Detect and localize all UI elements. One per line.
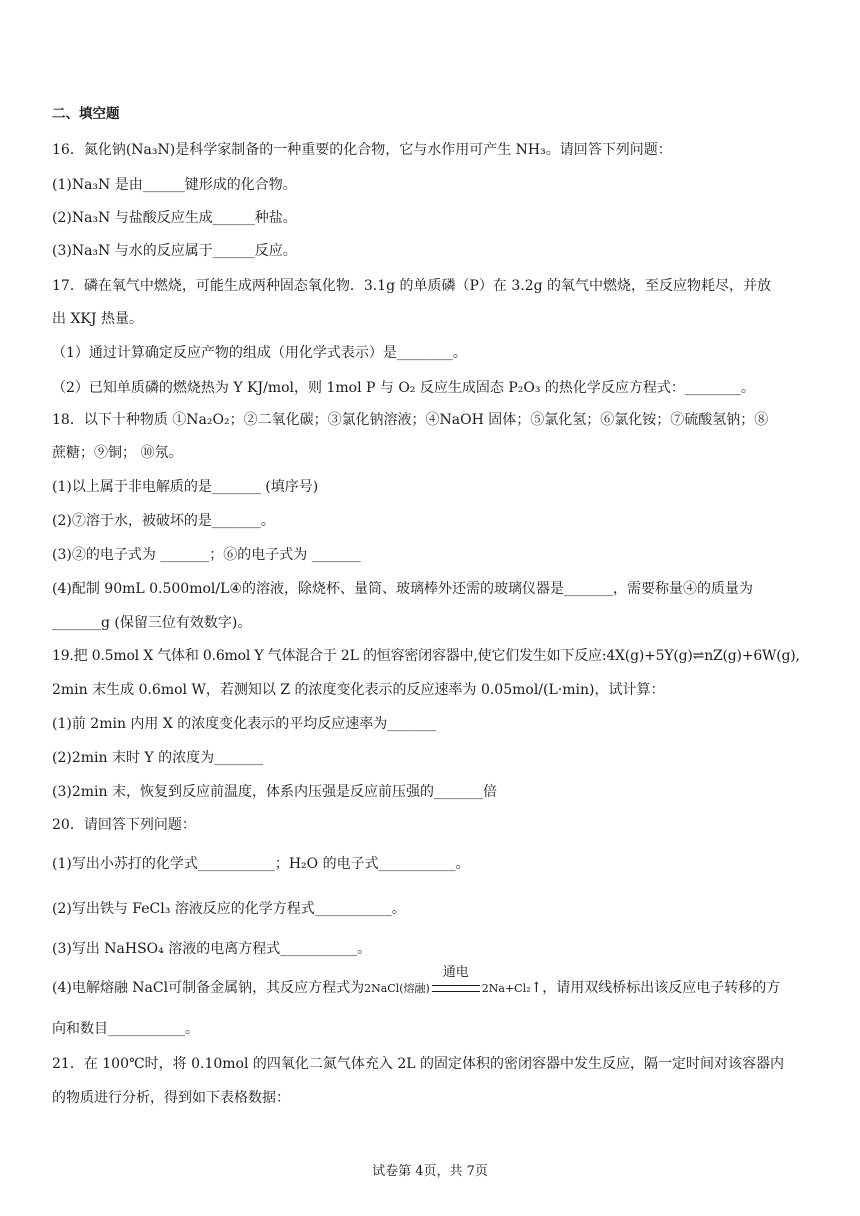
q18-stem-line1: 18．以下十种物质 ①Na₂O₂；②二氧化碳；③氯化钠溶液；④NaOH 固体；⑤氯化氢；⑥氯化铵；⑦硫酸氢钠；⑧ <box>52 412 769 428</box>
q17-stem-line2: 出 XKJ 热量。 <box>52 311 143 327</box>
q21-stem-line1: 21．在 100℃时，将 0.10mol 的四氧化二氮气体充入 2L 的固定体积的密闭容器中发生反应，隔一定时间对该容器内 <box>52 1056 785 1072</box>
double-line-arrow <box>432 985 480 992</box>
q18-1: (1)以上属于非电解质的是_______ (填序号) <box>52 479 319 495</box>
q20-1: (1)写出小苏打的化学式___________；H₂O 的电子式___________。 <box>52 856 470 872</box>
q19-3: (3)2min 末，恢复到反应前温度，体系内压强是反应前压强的_______倍 <box>52 784 497 800</box>
q20-2: (2)写出铁与 FeCl₃ 溶液反应的化学方程式___________。 <box>52 901 406 917</box>
q20-4-line1 <box>52 965 822 999</box>
q16-3: (3)Na₃N 与水的反应属于______反应。 <box>52 243 297 259</box>
q18-3: (3)②的电子式为 _______；⑥的电子式为 _______ <box>52 547 361 563</box>
q18-2: (2)⑦溶于水，被破坏的是_______。 <box>52 513 275 529</box>
q19-1: (1)前 2min 内用 X 的浓度变化表示的平均反应速率为_______ <box>52 716 437 732</box>
q20-4-reactant: 2NaCl(熔融) <box>364 982 430 995</box>
page-footer: 试卷第 4页，共 7页 <box>372 1164 488 1179</box>
q18-4-line1: (4)配制 90mL 0.500mol/L④的溶液，除烧杯、量筒、玻璃棒外还需的玻璃仪器是_______，需要称量④的质量为 <box>52 581 753 597</box>
q17-1: （1）通过计算确定反应产物的组成（用化学式表示）是________。 <box>52 345 467 361</box>
q18-4-line2: _______g (保留三位有效数字)。 <box>52 615 252 631</box>
q20-3: (3)写出 NaHSO₄ 溶液的电离方程式___________。 <box>52 941 372 957</box>
q16-1: (1)Na₃N 是由______键形成的化合物。 <box>52 177 297 193</box>
q16-stem: 16．氮化钠(Na₃N)是科学家制备的一种重要的化合物，它与水作用可产生 NH₃。请回答下列问题： <box>52 142 672 158</box>
q19-2: (2)2min 末时 Y 的浓度为_______ <box>52 750 264 766</box>
q20-4-product: 2Na+Cl₂ <box>481 982 531 995</box>
q17-stem-line1: 17．磷在氧气中燃烧，可能生成两种固态氧化物．3.1g 的单质磷（P）在 3.2g 的氧气中燃烧，至反应物耗尽，并放 <box>52 278 772 294</box>
q17-2: （2）已知单质磷的燃烧热为 Y KJ/mol，则 1mol P 与 O₂ 反应生成固态 P₂O₃ 的热化学反应方程式：________。 <box>52 380 755 396</box>
reaction-condition-arrow <box>430 965 482 998</box>
q20-4-text-after: ↑，请用双线桥标出该反应电子转移的方 <box>530 980 781 996</box>
q19-stem-line2: 2min 末生成 0.6mol W，若测知以 Z 的浓度变化表示的反应速率为 0.05mol/(L·min)，试计算： <box>52 682 665 698</box>
q18-stem-line2: 蔗糖；⑨铜； ⑩氖。 <box>52 445 183 461</box>
q21-stem-line2: 的物质进行分析，得到如下表格数据： <box>52 1090 290 1106</box>
q16-2: (2)Na₃N 与盐酸反应生成______种盐。 <box>52 210 297 226</box>
q20-4-text-before: (4)电解熔融 NaCl可制备金属钠，其反应方程式为 <box>52 980 365 996</box>
q19-stem-line1: 19.把 0.5mol X 气体和 0.6mol Y 气体混合于 2L 的恒容密闭容器中,使它们发生如下反应:4X(g)+5Y(g)⇌nZ(g)+6W(g), <box>52 648 800 664</box>
q20-4-line2: 向和数目___________。 <box>52 1021 199 1037</box>
q20-stem: 20．请回答下列问题： <box>52 817 196 833</box>
section-title: 二、填空题 <box>52 106 120 122</box>
reaction-condition: 通电 <box>442 965 469 980</box>
